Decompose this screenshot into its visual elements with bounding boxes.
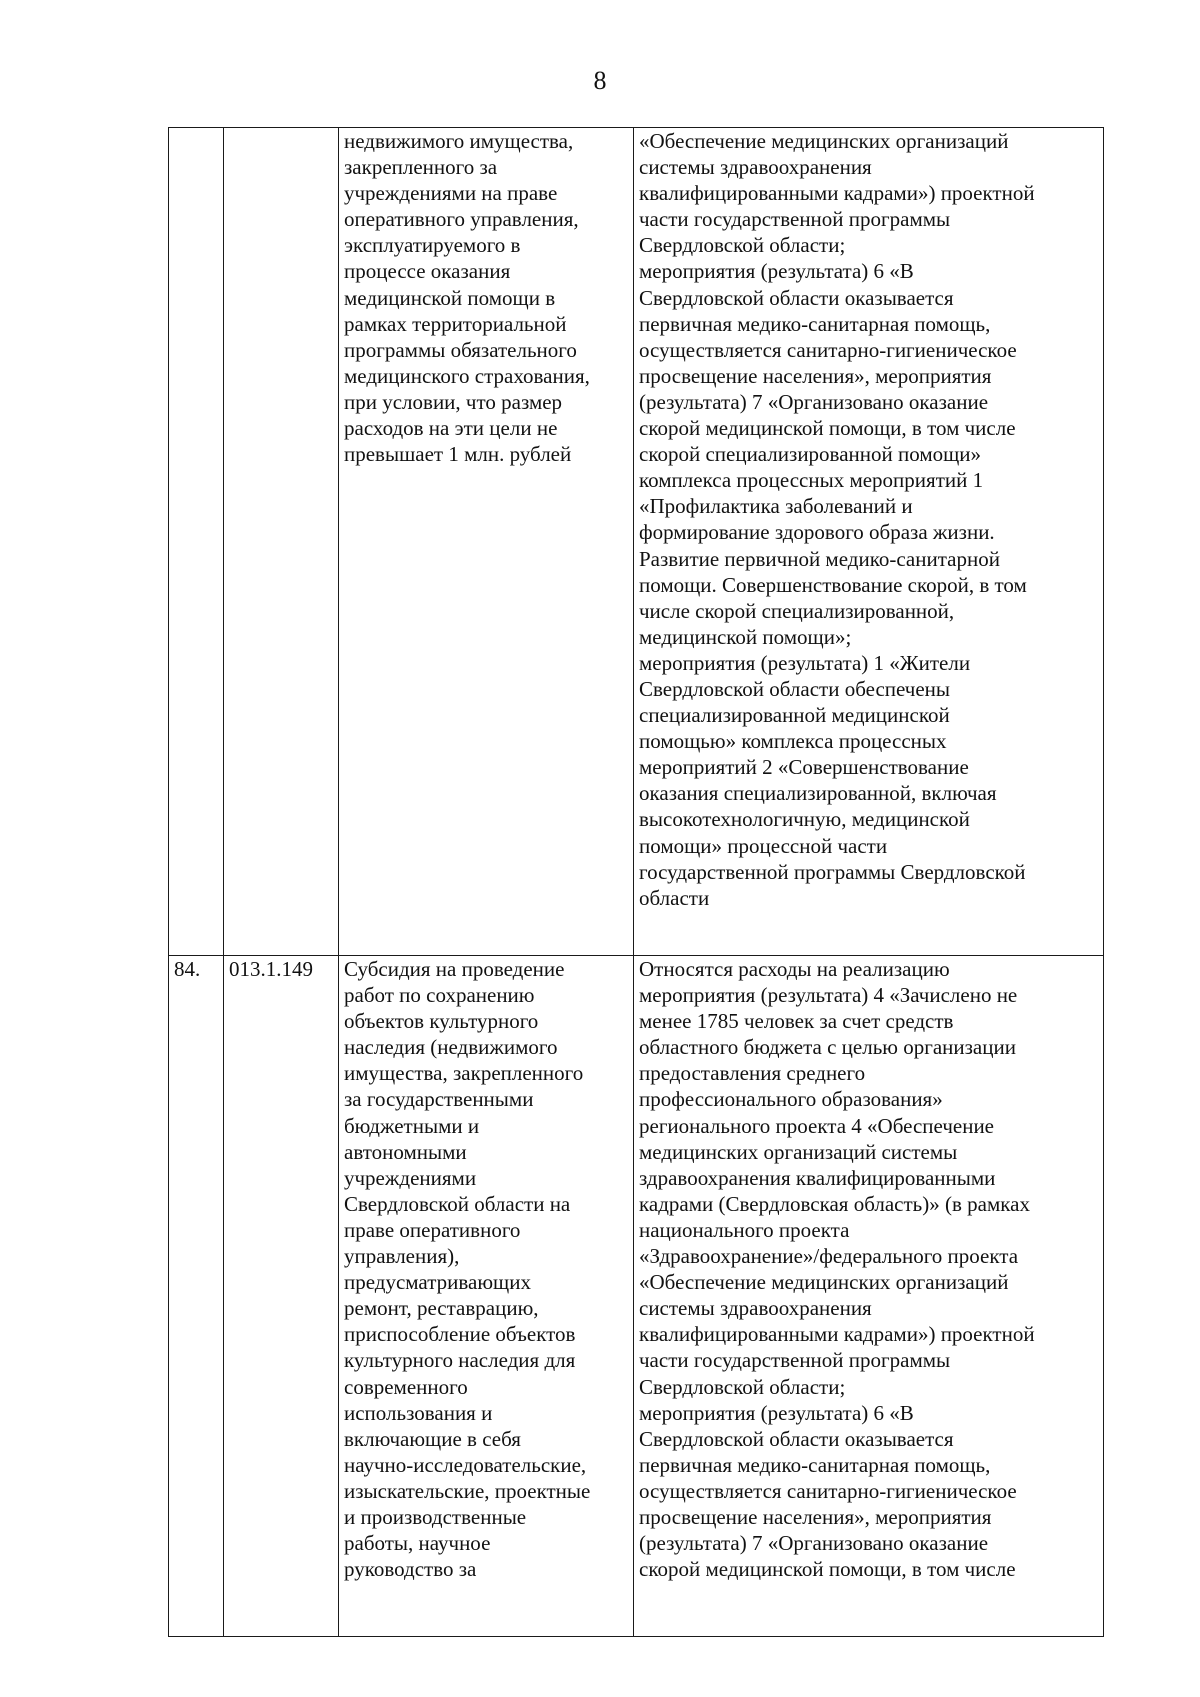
page-number: 8 bbox=[593, 66, 607, 95]
text-line: процессе оказания bbox=[344, 259, 511, 284]
text-line: имущества, закрепленного bbox=[344, 1061, 584, 1086]
text-line: рамках территориальной bbox=[344, 311, 567, 336]
text-line: «Профилактика заболеваний и bbox=[639, 494, 913, 519]
text-line: объектов культурного bbox=[344, 1009, 539, 1034]
text-line: Субсидия на проведение bbox=[344, 957, 565, 981]
text-line: осуществляется санитарно-гигиеническое bbox=[639, 337, 1017, 362]
text-line: Свердловской области оказывается bbox=[639, 285, 954, 310]
text-line: формирование здорового образа жизни. bbox=[639, 520, 995, 545]
text-line: эксплуатируемого в bbox=[344, 233, 521, 258]
text-line: скорой специализированной помощи» bbox=[639, 442, 982, 467]
text-line: изыскательские, проектные bbox=[344, 1478, 591, 1503]
text-line: профессионального образования» bbox=[639, 1087, 943, 1112]
text-line: Свердловской области; bbox=[639, 233, 846, 258]
text-line: Относятся расходы на реализацию bbox=[639, 957, 950, 981]
text-line: помощи. Совершенствование скорой, в том bbox=[639, 572, 1027, 597]
text-line: культурного наследия для bbox=[344, 1348, 576, 1373]
text-line: «Обеспечение медицинских организаций bbox=[639, 1270, 1009, 1295]
text-line: менее 1785 человек за счет средств bbox=[639, 1009, 954, 1034]
text-line: помощью» комплекса процессных bbox=[639, 729, 947, 754]
text-line: здравоохранения квалифицированными bbox=[639, 1165, 996, 1190]
text-line: областного бюджета с целью организации bbox=[639, 1035, 1016, 1060]
text-line: современного bbox=[344, 1374, 468, 1399]
text-line: Свердловской области на bbox=[344, 1191, 571, 1216]
text-line: числе скорой специализированной, bbox=[639, 598, 955, 623]
text-line: праве оперативного bbox=[344, 1217, 521, 1242]
text-line: Свердловской области обеспечены bbox=[639, 676, 951, 701]
text-line: скорой медицинской помощи, в том числе bbox=[639, 416, 1016, 441]
text-line: части государственной программы bbox=[639, 1348, 951, 1373]
text-line: руководство за bbox=[344, 1557, 477, 1582]
text-line: системы здравоохранения bbox=[639, 1296, 872, 1321]
expense-description-cell bbox=[634, 956, 1104, 1637]
text-line: «Обеспечение медицинских организаций bbox=[639, 129, 1009, 153]
text-line: мероприятия (результата) 4 «Зачислено не bbox=[639, 983, 1018, 1008]
text-line: кадрами (Свердловская область)» (в рамках bbox=[639, 1191, 1030, 1216]
text-line: работы, научное bbox=[344, 1531, 491, 1556]
text-line: просвещение населения», мероприятия bbox=[639, 1504, 992, 1529]
text-line: программы обязательного bbox=[344, 337, 577, 362]
text-line: высокотехнологичную, медицинской bbox=[639, 807, 970, 832]
text-line: автономными bbox=[344, 1139, 467, 1164]
row-number-cell bbox=[169, 128, 224, 956]
table-row bbox=[169, 956, 1104, 1637]
text-line: оперативного управления, bbox=[344, 207, 579, 232]
text-line: медицинской помощи в bbox=[344, 285, 556, 310]
text-line: приспособление объектов bbox=[344, 1322, 576, 1347]
text-line: расходов на эти цели не bbox=[344, 416, 558, 441]
text-line: мероприятий 2 «Совершенствование bbox=[639, 755, 969, 780]
text-line: за государственными bbox=[344, 1087, 534, 1112]
text-line: первичная медико-санитарная помощь, bbox=[639, 311, 991, 336]
expense-description-cell bbox=[634, 128, 1104, 956]
text-line: и производственные bbox=[344, 1504, 527, 1529]
text-line: системы здравоохранения bbox=[639, 155, 872, 180]
text-line: специализированной медицинской bbox=[639, 703, 950, 728]
text-line: осуществляется санитарно-гигиеническое bbox=[639, 1478, 1017, 1503]
text-line: медицинских организаций системы bbox=[639, 1139, 958, 1164]
expense-name-cell bbox=[339, 128, 634, 956]
text-line: предоставления среднего bbox=[639, 1061, 866, 1086]
text-line: мероприятия (результата) 6 «В bbox=[639, 1400, 914, 1425]
text-line: медицинской помощи»; bbox=[639, 624, 852, 649]
text-line: оказания специализированной, включая bbox=[639, 781, 997, 806]
text-line: наследия (недвижимого bbox=[344, 1035, 558, 1060]
text-line: Свердловской области; bbox=[639, 1374, 846, 1399]
text-line: учреждениями на праве bbox=[344, 181, 558, 206]
text-line: недвижимого имущества, bbox=[344, 129, 574, 153]
row-number-cell: 84. bbox=[169, 956, 224, 1637]
text-line: квалифицированными кадрами») проектной bbox=[639, 1322, 1035, 1347]
text-line: мероприятия (результата) 1 «Жители bbox=[639, 650, 971, 675]
text-line: квалифицированными кадрами») проектной bbox=[639, 181, 1035, 206]
text-line: области bbox=[639, 885, 710, 910]
text-line: части государственной программы bbox=[639, 207, 951, 232]
expense-name-cell bbox=[339, 956, 634, 1637]
text-line: ремонт, реставрацию, bbox=[344, 1296, 539, 1321]
table-row bbox=[169, 128, 1104, 956]
text-line: включающие в себя bbox=[344, 1426, 521, 1451]
budget-classification-table bbox=[168, 127, 1104, 1637]
text-line: (результата) 7 «Организовано оказание bbox=[639, 389, 989, 414]
text-line: управления), bbox=[344, 1244, 460, 1269]
text-line: учреждениями bbox=[344, 1165, 477, 1190]
code-cell: 013.1.149 bbox=[224, 956, 339, 1637]
text-line: (результата) 7 «Организовано оказание bbox=[639, 1531, 989, 1556]
code-cell bbox=[224, 128, 339, 956]
text-line: скорой медицинской помощи, в том числе bbox=[639, 1557, 1016, 1582]
text-line: использования и bbox=[344, 1400, 493, 1425]
text-line: научно-исследовательские, bbox=[344, 1452, 587, 1477]
text-line: при условии, что размер bbox=[344, 389, 563, 414]
text-line: медицинского страхования, bbox=[344, 363, 590, 388]
text-line: государственной программы Свердловской bbox=[639, 859, 1026, 884]
text-line: предусматривающих bbox=[344, 1270, 531, 1295]
text-line: помощи» процессной части bbox=[639, 833, 888, 858]
text-line: просвещение населения», мероприятия bbox=[639, 363, 992, 388]
text-line: национального проекта bbox=[639, 1217, 850, 1242]
text-line: регионального проекта 4 «Обеспечение bbox=[639, 1113, 995, 1138]
text-line: мероприятия (результата) 6 «В bbox=[639, 259, 914, 284]
text-line: работ по сохранению bbox=[344, 983, 535, 1008]
text-line: Свердловской области оказывается bbox=[639, 1426, 954, 1451]
text-line: Развитие первичной медико-санитарной bbox=[639, 546, 1000, 571]
text-line: первичная медико-санитарная помощь, bbox=[639, 1452, 991, 1477]
text-line: бюджетными и bbox=[344, 1113, 480, 1138]
text-line: превышает 1 млн. рублей bbox=[344, 442, 572, 467]
text-line: «Здравоохранение»/федерального проекта bbox=[639, 1244, 1019, 1269]
text-line: закрепленного за bbox=[344, 155, 498, 180]
text-line: комплекса процессных мероприятий 1 bbox=[639, 468, 984, 493]
